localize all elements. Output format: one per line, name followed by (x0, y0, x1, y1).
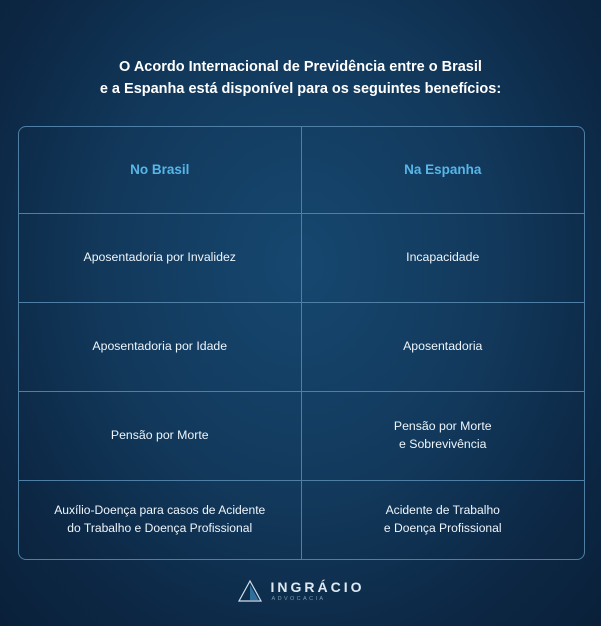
cell-brasil-4-text (54, 502, 265, 537)
cell-espanha-4 (302, 481, 585, 559)
brand-name: INGRÁCIO (270, 578, 365, 595)
cell-brasil-1: Aposentadoria por Invalidez (19, 214, 302, 302)
table-header-espanha: Na Espanha (404, 162, 482, 178)
brand-logo (0, 578, 601, 604)
cell-brasil-4-line-1: Auxílio-Doença para casos de Acidente (54, 503, 266, 518)
table-header-row (19, 127, 584, 214)
table-row (19, 481, 584, 559)
cell-espanha-2: Aposentadoria (403, 339, 483, 354)
cell-espanha-4-text (384, 502, 502, 537)
benefits-table (18, 126, 585, 560)
cell-brasil-4-line-2: do Trabalho e Doença Profissional (67, 521, 253, 535)
cell-brasil-2: Aposentadoria por Idade (19, 303, 302, 391)
cell-espanha-3-line-1: Pensão por Morte (393, 419, 492, 434)
table-row (19, 303, 584, 392)
brand-logo-text (271, 580, 365, 603)
table-header-brasil: No Brasil (19, 127, 302, 213)
brand-subtitle: ADVOCACIA (271, 595, 326, 602)
triangle-logo-icon (237, 578, 263, 604)
cell-espanha-3 (302, 392, 585, 480)
cell-espanha-4-line-2: e Doença Profissional (383, 521, 502, 535)
cell-espanha-3-line-2: e Sobrevivência (399, 437, 487, 451)
page-title-line-2: e a Espanha está disponível para os seguintes benefícios: (99, 81, 502, 98)
page-title-line-1: O Acordo Internacional de Previdência entre o Brasil (119, 59, 482, 75)
table-row (19, 214, 584, 303)
cell-espanha-1: Incapacidade (406, 250, 480, 265)
cell-espanha-4-line-1: Acidente de Trabalho (385, 503, 500, 518)
page-title (0, 0, 601, 101)
cell-espanha-3-text (394, 418, 492, 454)
table-row (19, 392, 584, 481)
cell-brasil-4 (19, 481, 302, 559)
cell-brasil-3: Pensão por Morte (19, 392, 302, 480)
